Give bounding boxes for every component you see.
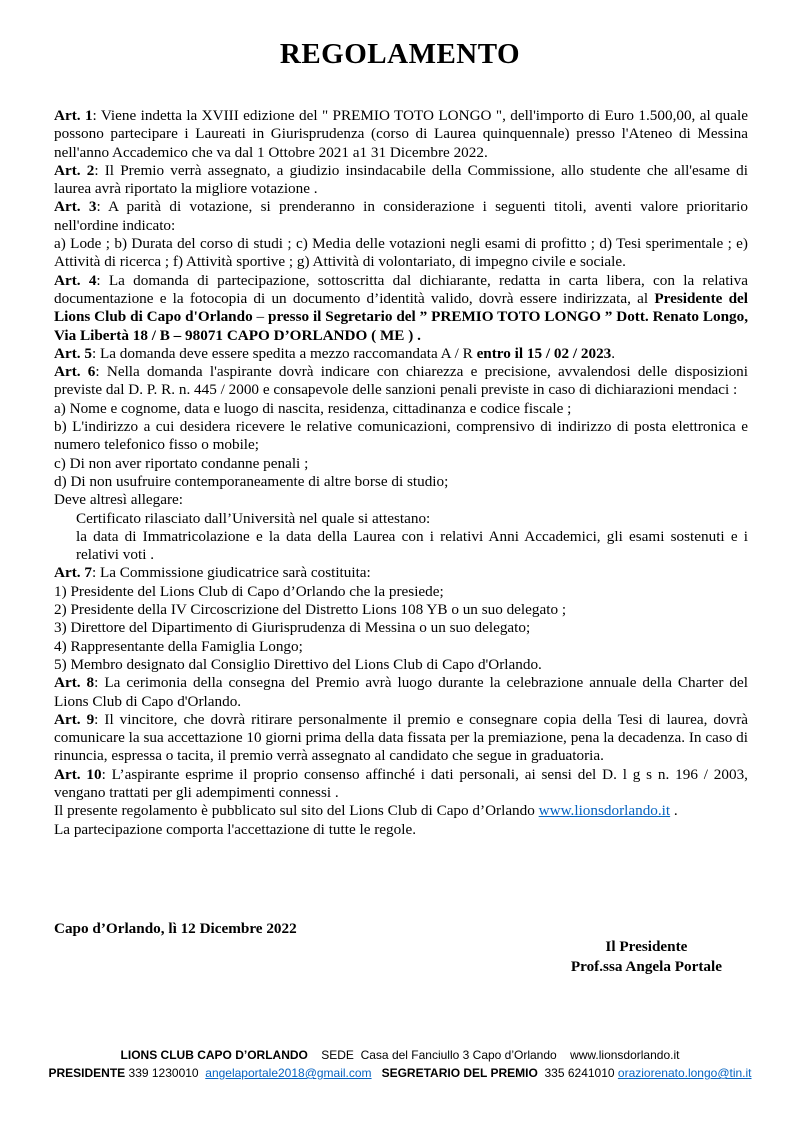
footer-segretario-phone: 335 6241010 (544, 1066, 615, 1080)
article-5 (54, 345, 748, 363)
article-3 (54, 198, 748, 235)
footer-segretario-email[interactable]: oraziorenato.longo@tin.it (617, 1066, 752, 1080)
article-2-label: Art. 2 (54, 161, 95, 179)
article-10 (54, 766, 748, 803)
article-7-text: : La Commissione giudicatrice sarà costituita: (91, 564, 371, 582)
article-4-dash: – (252, 308, 269, 326)
article-3-text: : A parità di votazione, si prenderanno in considerazione i seguenti titoli, aventi valore prioritario nell'ordine indicato: (54, 198, 748, 234)
article-4-text: : La domanda di partecipazione, sottoscritta dal dichiarante, redatta in carta libera, con la relativa documentazione e la fotocopia di un documento d’identità valido, dovrà essere indirizzata, al (54, 271, 748, 307)
article-6-label: Art. 6 (54, 363, 96, 381)
published-notice (54, 802, 748, 820)
article-7 (54, 564, 748, 582)
acceptance-notice: La partecipazione comporta l'accettazione di tutte le regole. (54, 820, 416, 838)
article-1 (54, 107, 748, 162)
website-link[interactable]: www.lionsdorlando.it (538, 802, 671, 820)
published-text: Il presente regolamento è pubblicato sul sito del Lions Club di Capo d’Orlando (54, 802, 539, 820)
article-7-label: Art. 7 (54, 564, 92, 582)
article-8-text: : La cerimonia della consegna del Premio avrà luogo durante la celebrazione annuale della Charter del Lions Club di Capo d'Orlando. (54, 674, 748, 710)
article-8-label: Art. 8 (54, 674, 95, 692)
article-6-certificate: Certificato rilasciato dall’Università nel quale si attestano: (76, 509, 431, 527)
article-7-item: 3) Direttore del Dipartimento di Giurisprudenza di Messina o un suo delegato; (54, 619, 531, 637)
article-1-text: : Viene indetta la XVIII edizione del " PREMIO TOTO LONGO ", dell'importo di Euro 1.500,00, al quale possono partecipare i Laureati in Giurisprudenza (corso di Laurea quinquennale) presso l'Ateneo di Messina nell'anno Accademico che va dal 1 Ottobre 2021 a1 31 Dicembre 2022. (54, 107, 748, 161)
article-7-item: 2) Presidente della IV Circoscrizione del Distretto Lions 108 YB o un suo delegato ; (54, 601, 567, 619)
article-1-label: Art. 1 (54, 107, 93, 124)
article-5-end: . (611, 344, 616, 362)
footer-line-2 (0, 1064, 800, 1082)
article-6-text: : Nella domanda l'aspirante dovrà indicare con chiarezza e precisione, avvalendosi delle disposizioni previste dal D. P. R. n. 445 / 2000 e consapevole delle sanzioni penali previste in caso di dichiarazioni mendaci : (54, 363, 748, 399)
article-9-text: : Il vincitore, che dovrà ritirare personalmente il premio e consegnare copia della Tesi di laurea, dovrà comunicare la sua accettazione 10 giorni prima della data fissata per la premiazione, pena la decadenza. In caso di rinuncia, espressa o tacita, il premio verrà assegnato al candidato che segue in graduatoria. (54, 710, 748, 765)
article-8 (54, 674, 748, 711)
article-9 (54, 711, 748, 766)
article-5-deadline: entro il 15 / 02 / 2023 (476, 344, 612, 362)
article-2 (54, 162, 748, 199)
footer-sede: Casa del Fanciullo 3 Capo d’Orlando (360, 1048, 557, 1062)
article-7-item: 1) Presidente del Lions Club di Capo d’Orlando che la presiede; (54, 582, 444, 600)
article-2-text: : Il Premio verrà assegnato, a giudizio insindacabile della Commissione, allo studente che all'esame di laurea avrà riportato la migliore votazione . (54, 161, 748, 198)
signature-role: Il Presidente (605, 938, 688, 955)
footer-website: www.lionsdorlando.it (570, 1048, 680, 1062)
signature-block (571, 937, 722, 977)
article-6-item: d) Di non usufruire contemporaneamente di altre borse di studio; (54, 472, 449, 490)
article-6-item: a) Nome e cognome, data e luogo di nascita, residenza, cittadinanza e codice fiscale ; (54, 399, 572, 417)
article-10-text: : L’aspirante esprime il proprio consenso affinché i dati personali, ai sensi del D. l g s n. 196 / 2003, vengano trattati per gli adempimenti connessi . (54, 765, 748, 801)
signature-name: Prof.ssa Angela Portale (570, 958, 722, 975)
article-4 (54, 272, 748, 345)
article-5-text: : La domanda deve essere spedita a mezzo raccomandata A / R (91, 344, 477, 362)
article-6-item: c) Di non aver riportato condanne penali ; (54, 454, 309, 472)
article-7-item: 4) Rappresentante della Famiglia Longo; (54, 637, 303, 655)
article-3-label: Art. 3 (54, 198, 97, 216)
article-9-label: Art. 9 (54, 710, 95, 728)
footer (0, 1046, 800, 1082)
footer-sede-label: SEDE (321, 1048, 354, 1062)
footer-segretario-label: SEGRETARIO DEL PREMIO (381, 1066, 538, 1080)
document-title: REGOLAMENTO (279, 38, 521, 70)
article-6 (54, 363, 748, 400)
article-7-item: 5) Membro designato dal Consiglio Direttivo del Lions Club di Capo d'Orlando. (54, 655, 542, 673)
footer-presidente-phone: 339 1230010 (128, 1066, 199, 1080)
article-6-certificate-detail: la data di Immatricolazione e la data della Laurea con i relativi Anni Accademici, gli esami sostenuti e i relativi voti . (76, 527, 748, 564)
document-body (54, 107, 748, 839)
article-6-also: Deve altresì allegare: (54, 491, 184, 509)
published-end: . (670, 802, 678, 820)
article-6-item: b) L'indirizzo a cui desidera ricevere le relative comunicazioni, comprensivo di indirizzo di posta elettronica e numero telefonico fisso o mobile; (54, 418, 748, 454)
article-4-address: presso il Segretario del ” PREMIO TOTO LONGO ” Dott. Renato Longo, Via Libertà 18 / B – 98071 CAPO D’ORLANDO ( ME ) . (54, 308, 748, 344)
footer-presidente-label: PRESIDENTE (48, 1066, 126, 1080)
article-3-criteria: a) Lode ; b) Durata del corso di studi ; c) Media delle votazioni negli esami di profitto ; d) Tesi sperimentale ; e) Attività di ricerca ; f) Attività sportive ; g) Attività di volontariato, di impegno civile e sociale. (54, 235, 748, 271)
date-line: Capo d’Orlando, lì 12 Dicembre 2022 (54, 920, 297, 937)
article-4-label: Art. 4 (54, 271, 97, 289)
article-5-label: Art. 5 (54, 344, 92, 362)
footer-line-1 (0, 1046, 800, 1064)
article-4-recipient: Presidente del Lions Club di Capo d'Orlando (54, 289, 748, 326)
footer-presidente-email[interactable]: angelaportale2018@gmail.com (205, 1066, 372, 1080)
article-10-label: Art. 10 (54, 765, 102, 783)
footer-club: LIONS CLUB CAPO D’ORLANDO (120, 1048, 308, 1062)
